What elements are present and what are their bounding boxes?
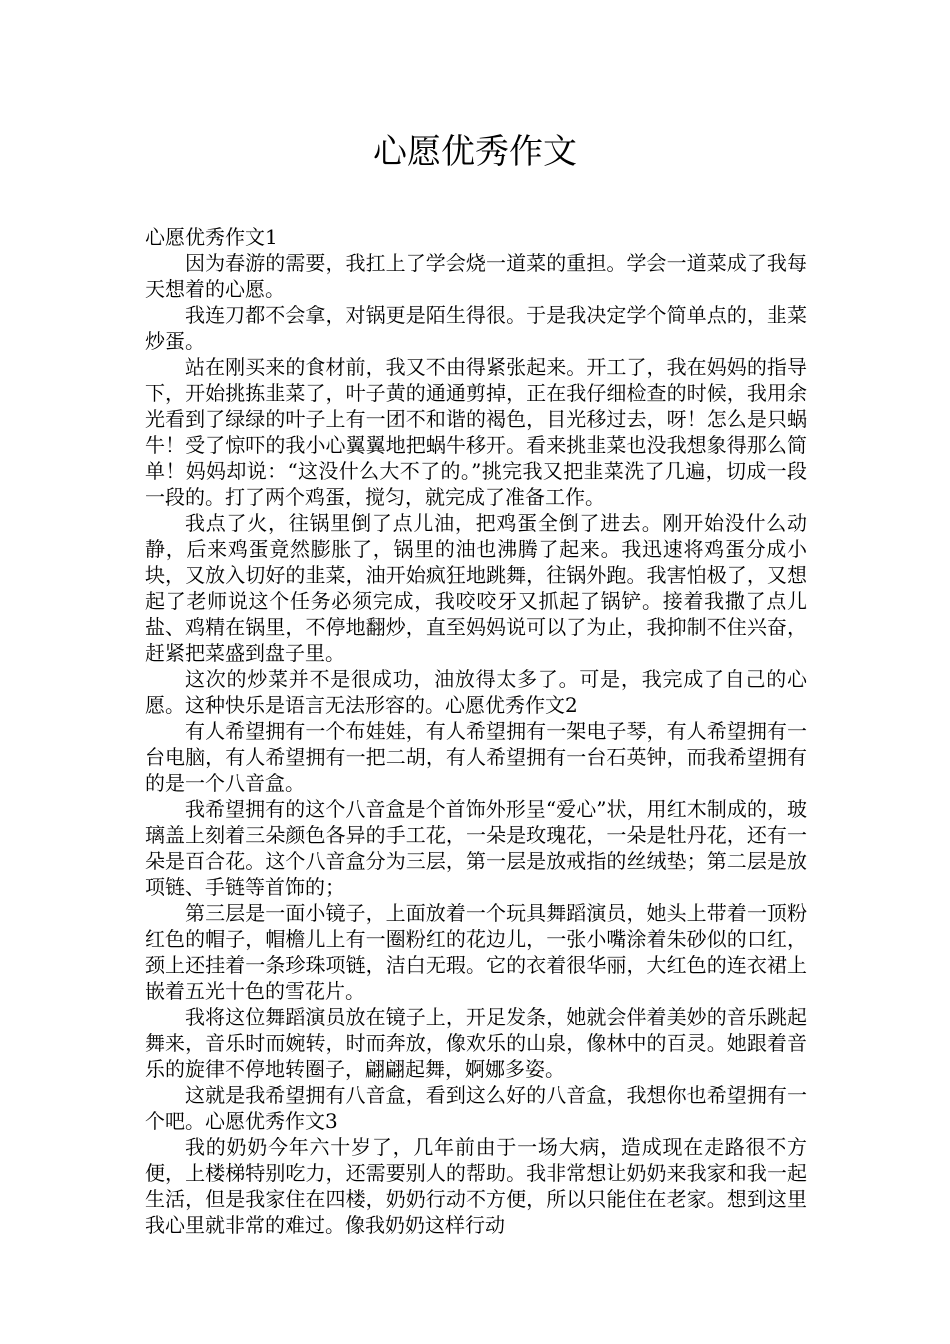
paragraph: 我希望拥有的这个八音盒是个首饰外形呈“爱心”状，用红木制成的，玻璃盖上刻着三朵颜色各异的手工花，一朵是玫瑰花，一朵是牡丹花，还有一朵是百合花。这个八音盒分为三层，第一层是放戒指的丝绒垫；第二层是放项链、手链等首饰的； (145, 797, 807, 899)
paragraph: 这就是我希望拥有八音盒，看到这么好的八音盒，我想你也希望拥有一个吧。心愿优秀作文3 (145, 1083, 807, 1133)
paragraph: 第三层是一面小镜子，上面放着一个玩具舞蹈演员，她头上带着一顶粉红色的帽子，帽檐儿上有一圈粉红的花边儿，一张小嘴涂着朱砂似的口红，颈上还挂着一条珍珠项链，洁白无瑕。它的衣着很华丽，大红色的连衣裙上嵌着五光十色的雪花片。 (145, 901, 807, 1003)
document-title: 心愿优秀作文 (373, 132, 577, 172)
paragraph: 这次的炒菜并不是很成功，油放得太多了。可是，我完成了自己的心愿。这种快乐是语言无法形容的。心愿优秀作文2 (145, 667, 807, 717)
paragraph: 我连刀都不会拿，对锅更是陌生得很。于是我决定学个简单点的，韭菜炒蛋。 (145, 303, 807, 353)
paragraph: 我的奶奶今年六十岁了，几年前由于一场大病，造成现在走路很不方便，上楼梯特别吃力，还需要别人的帮助。我非常想让奶奶来我家和我一起生活，但是我家住在四楼，奶奶行动不方便，所以只能住在老家。想到这里我心里就非常的难过。像我奶奶这样行动 (145, 1135, 807, 1237)
paragraph: 我点了火，往锅里倒了点儿油，把鸡蛋全倒了进去。刚开始没什么动静，后来鸡蛋竟然膨胀了，锅里的油也沸腾了起来。我迅速将鸡蛋分成小块，又放入切好的韭菜，油开始疯狂地跳舞，往锅外跑。我害怕极了，又想起了老师说这个任务必须完成，我咬咬牙又抓起了锅铲。接着我撒了点儿盐、鸡精在锅里，不停地翻炒，直至妈妈说可以了为止，我抑制不住兴奋，赶紧把菜盛到盘子里。 (145, 511, 807, 665)
document-body (145, 224, 807, 1238)
section-heading: 心愿优秀作文1 (145, 225, 278, 249)
paragraph: 站在刚买来的食材前，我又不由得紧张起来。开工了，我在妈妈的指导下，开始挑拣韭菜了，叶子黄的通通剪掉，正在我仔细检查的时候，我用余光看到了绿绿的叶子上有一团不和谐的褐色，目光移过去，呀！怎么是只蜗牛！受了惊吓的我小心翼翼地把蜗牛移开。看来挑韭菜也没我想象得那么简单！妈妈却说：“这没什么大不了的。”挑完我又把韭菜洗了几遍，切成一段一段的。打了两个鸡蛋，搅匀，就完成了准备工作。 (145, 355, 807, 509)
paragraph: 有人希望拥有一个布娃娃，有人希望拥有一架电子琴，有人希望拥有一台电脑，有人希望拥有一把二胡，有人希望拥有一台石英钟，而我希望拥有的是一个八音盒。 (145, 719, 807, 795)
paragraph: 因为春游的需要，我扛上了学会烧一道菜的重担。学会一道菜成了我每天想着的心愿。 (145, 251, 807, 301)
paragraph: 我将这位舞蹈演员放在镜子上，开足发条，她就会伴着美妙的音乐跳起舞来，音乐时而婉转，时而奔放，像欢乐的山泉，像林中的百灵。她跟着音乐的旋律不停地转圈子，翩翩起舞，婀娜多姿。 (145, 1005, 807, 1081)
